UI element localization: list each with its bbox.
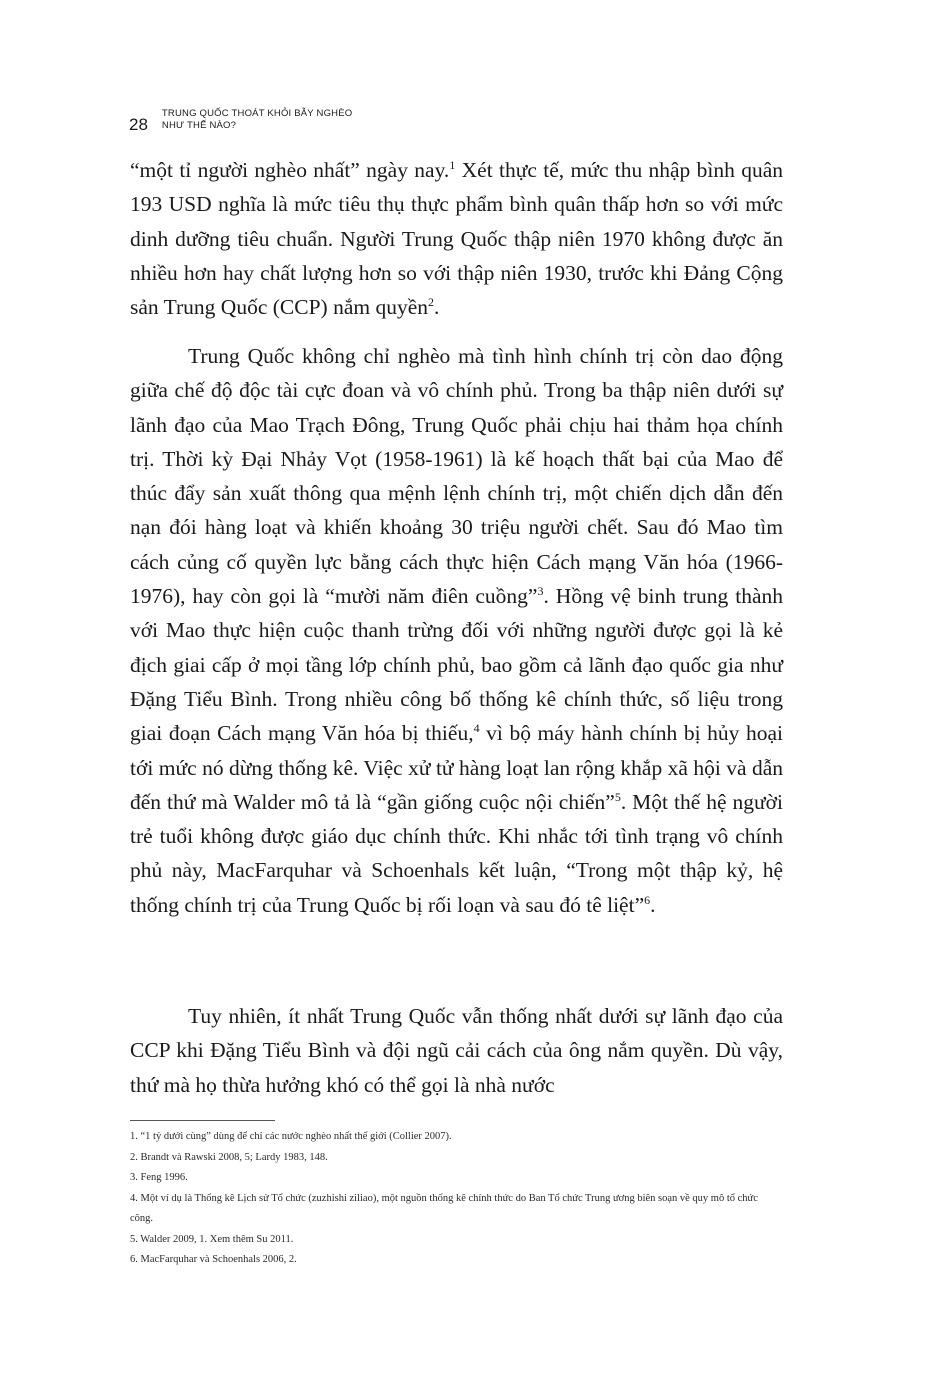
running-title-line-2: NHƯ THẾ NÀO?: [161, 120, 237, 131]
footnote-ref-6: 6: [644, 892, 651, 907]
paragraph-3-text: Tuy nhiên, ít nhất Trung Quốc vẫn thống nhất dưới sự lãnh đạo của CCP khi Đặng Tiểu Bình và đội ngũ cải cách của ông nắm quyền. Dù vậy, thứ mà họ thừa hưởng khó có thể gọi là nhà nước: [130, 1004, 783, 1097]
footnote-ref-5: 5: [614, 789, 621, 804]
footnote-3: 3. Feng 1996.: [130, 1172, 188, 1183]
paragraph-1-text: “một tỉ người nghèo nhất” ngày nay.: [130, 158, 450, 182]
paragraph-2: [130, 339, 783, 922]
footnote-ref-2: 2: [428, 295, 435, 310]
running-title-line-1: TRUNG QUỐC THOÁT KHỎI BẪY NGHÈO: [161, 108, 353, 119]
footnote-2: 2. Brandt và Rawski 2008, 5; Lardy 1983, 148.: [130, 1151, 328, 1163]
paragraph-3: [130, 999, 783, 1102]
footnote-6: 6. MacFarquhar và Schoenhals 2006, 2.: [130, 1254, 297, 1265]
paragraph-2-text: Trung Quốc không chỉ nghèo mà tình hình chính trị còn dao động giữa chế độ độc tài cực đoan và vô chính phủ. Trong ba thập niên dưới sự lãnh đạo của Mao Trạch Đông, Trung Quốc phải chịu hai thảm họa chính trị. Thời kỳ Đại Nhảy Vọt (1958-1961) là kế hoạch thất bại của Mao để thúc đẩy sản xuất thông qua mệnh lệnh chính trị, một chiến dịch dẫn đến nạn đói hàng loạt và khiến khoảng 30 triệu người chết. Sau đó Mao tìm cách củng cố quyền lực bằng cách thực hiện Cách mạng Văn hóa (1966-1976), hay còn gọi là “mười năm điên cuồng”: [130, 344, 783, 609]
footnote-1: 1. “1 tỷ dưới cùng” dùng để chỉ các nước nghèo nhất thế giới (Collier 2007).: [130, 1131, 452, 1142]
page-number: 28: [129, 115, 148, 134]
paragraph-1-text-2: Xét thực tế, mức thu nhập bình quân 193 USD nghĩa là mức tiêu thụ thực phẩm bình quân thấp hơn so với mức dinh dưỡng tiêu chuẩn. Người Trung Quốc thập niên 1970 không được ăn nhiều hơn hay chất lượng hơn so với thập niên 1930, trước khi Đảng Cộng sản Trung Quốc (CCP) nắm quyền: [130, 158, 783, 320]
paragraph-2-end: .: [650, 892, 656, 917]
paragraph-2-text-3: vì bộ máy hành chính bị hủy hoại tới mức nó dừng thống kê. Việc xử tử hàng loạt lan rộng khắp xã hội và dẫn đến thứ mà Walder mô tả là “gần giống cuộc nội chiến”: [130, 721, 783, 814]
paragraph-2-text-2: . Hồng vệ binh trung thành với Mao thực hiện cuộc thanh trừng đối với những người được gọi là kẻ địch giai cấp ở mọi tầng lớp chính phủ, bao gồm cả lãnh đạo quốc gia như Đặng Tiểu Bình. Trong nhiều công bố thống kê chính thức, số liệu trong giai đoạn Cách mạng Văn hóa bị thiếu,: [130, 584, 783, 746]
footnotes: [130, 1127, 783, 1271]
footnote-ref-4: 4: [473, 721, 480, 736]
paragraph-1: [130, 153, 783, 324]
footnote-5: 5. Walder 2009, 1. Xem thêm Su 2011.: [130, 1233, 294, 1245]
footnote-divider: [130, 1120, 275, 1121]
footnote-ref-3: 3: [537, 584, 544, 599]
running-title: [162, 108, 352, 132]
footnote-ref-1: 1: [449, 158, 456, 172]
paragraph-1-end: .: [434, 295, 440, 320]
footnote-4: 4. Một ví dụ là Thống kê Lịch sử Tổ chức (zuzhishi ziliao), một nguồn thống kê chính thức do Ban Tổ chức Trung ương biên soạn về quy mô tổ chức công.: [130, 1192, 758, 1224]
paragraph-2-text-4: . Một thế hệ người trẻ tuổi không được giáo dục chính thức. Khi nhắc tới tình trạng vô chính phủ này, MacFarquhar và Schoenhals kết luận, “Trong một thập kỷ, hệ thống chính trị của Trung Quốc bị rối loạn và sau đó tê liệt”: [130, 789, 783, 917]
running-header: [129, 108, 352, 135]
